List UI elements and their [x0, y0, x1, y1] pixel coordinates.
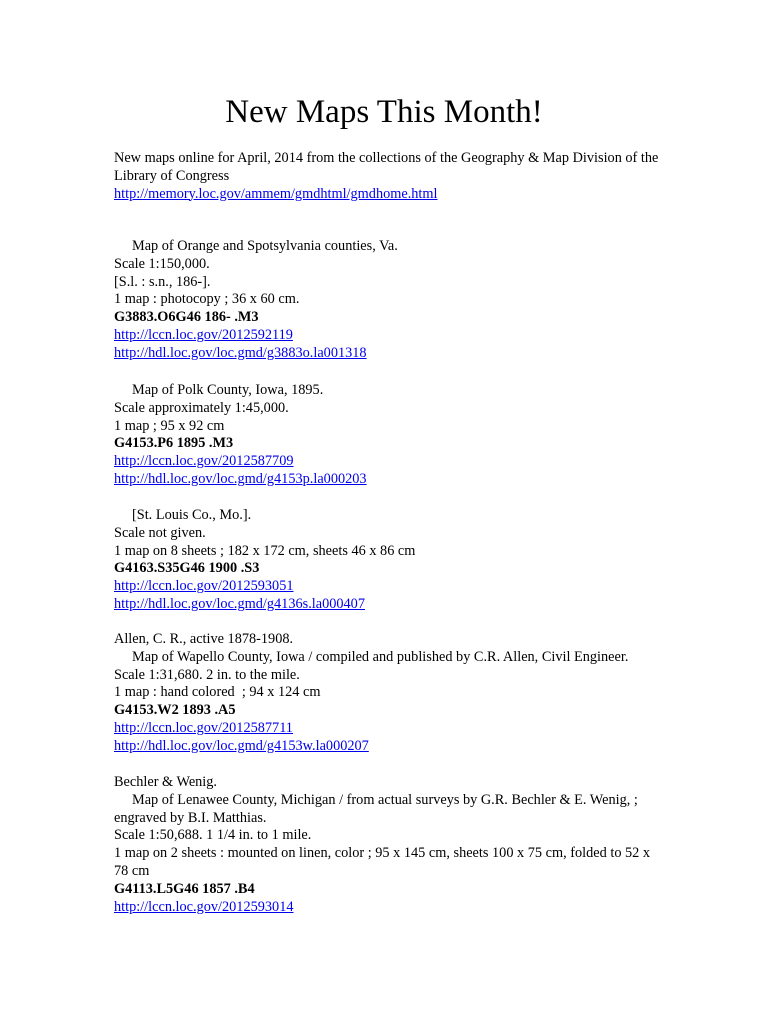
entry-title: Map of Wapello County, Iowa / compiled and published by C.R. Allen, Civil Engineer.: [132, 648, 629, 665]
entry-lccn-link[interactable]: http://lccn.loc.gov/2012587709: [114, 453, 294, 470]
entry-call-number: G4153.P6 1895 .M3: [114, 435, 234, 452]
page-title: New Maps This Month!: [225, 94, 543, 130]
entry-call-number: G4163.S35G46 1900 .S3: [114, 560, 260, 577]
entry-description: 1 map : hand colored ; 94 x 124 cm: [114, 684, 321, 701]
entry-call-number: G3883.O6G46 186- .M3: [114, 309, 259, 326]
entry-hdl-link[interactable]: http://hdl.loc.gov/loc.gmd/g4136s.la000407: [114, 595, 365, 612]
entry-description: 1 map on 8 sheets ; 182 x 172 cm, sheets 46 x 86 cm: [114, 542, 416, 559]
entry-lccn-link[interactable]: http://lccn.loc.gov/2012587711: [114, 719, 293, 736]
entry-title: [St. Louis Co., Mo.].: [132, 507, 252, 523]
entry-call-number: G4113.L5G46 1857 .B4: [114, 880, 255, 897]
entry-description: 1 map on 2 sheets : mounted on linen, color ; 95 x 145 cm, sheets 100 x 75 cm, folded to 52 x 78 cm: [114, 845, 651, 879]
entry-lccn-link[interactable]: http://lccn.loc.gov/2012592119: [114, 326, 293, 343]
entry-description: 1 map : photocopy ; 36 x 60 cm.: [114, 291, 300, 308]
map-entry: [114, 631, 704, 756]
entry-lccn-link[interactable]: http://lccn.loc.gov/2012593014: [114, 898, 294, 915]
entry-title: Map of Orange and Spotsylvania counties, Va.: [132, 238, 398, 254]
entry-scale: Scale 1:150,000.: [114, 255, 210, 272]
entry-title: Map of Lenawee County, Michigan / from actual surveys by G.R. Bechler & E. Wenig, ; engraved by B.I. Matthias.: [114, 791, 638, 826]
map-entry: [114, 238, 704, 363]
entry-scale: Scale not given.: [114, 524, 206, 541]
entry-author: Allen, C. R., active 1878-1908.: [114, 631, 294, 647]
map-entry: [114, 774, 659, 916]
entry-scale: Scale 1:31,680. 2 in. to the mile.: [114, 666, 300, 683]
entry-scale: Scale approximately 1:45,000.: [114, 399, 289, 416]
intro-text: New maps online for April, 2014 from the collections of the Geography & Map Division of the Library of Congress: [114, 150, 659, 184]
entry-lccn-link[interactable]: http://lccn.loc.gov/2012593051: [114, 578, 294, 595]
entry-scale: Scale 1:50,688. 1 1/4 in. to 1 mile.: [114, 827, 312, 844]
gmd-home-link[interactable]: http://memory.loc.gov/ammem/gmdhtml/gmdhome.html: [114, 185, 438, 202]
entry-publication: [S.l. : s.n., 186-].: [114, 273, 211, 290]
entry-hdl-link[interactable]: http://hdl.loc.gov/loc.gmd/g3883o.la001318: [114, 344, 367, 361]
entry-call-number: G4153.W2 1893 .A5: [114, 702, 236, 719]
entry-author: Bechler & Wenig.: [114, 774, 218, 790]
map-entry: [114, 507, 704, 614]
entry-hdl-link[interactable]: http://hdl.loc.gov/loc.gmd/g4153p.la000203: [114, 470, 367, 487]
entry-title: Map of Polk County, Iowa, 1895.: [132, 382, 324, 398]
entry-description: 1 map ; 95 x 92 cm: [114, 417, 225, 434]
map-entry: [114, 382, 704, 489]
entry-hdl-link[interactable]: http://hdl.loc.gov/loc.gmd/g4153w.la000207: [114, 737, 369, 754]
intro-paragraph: [114, 150, 674, 203]
